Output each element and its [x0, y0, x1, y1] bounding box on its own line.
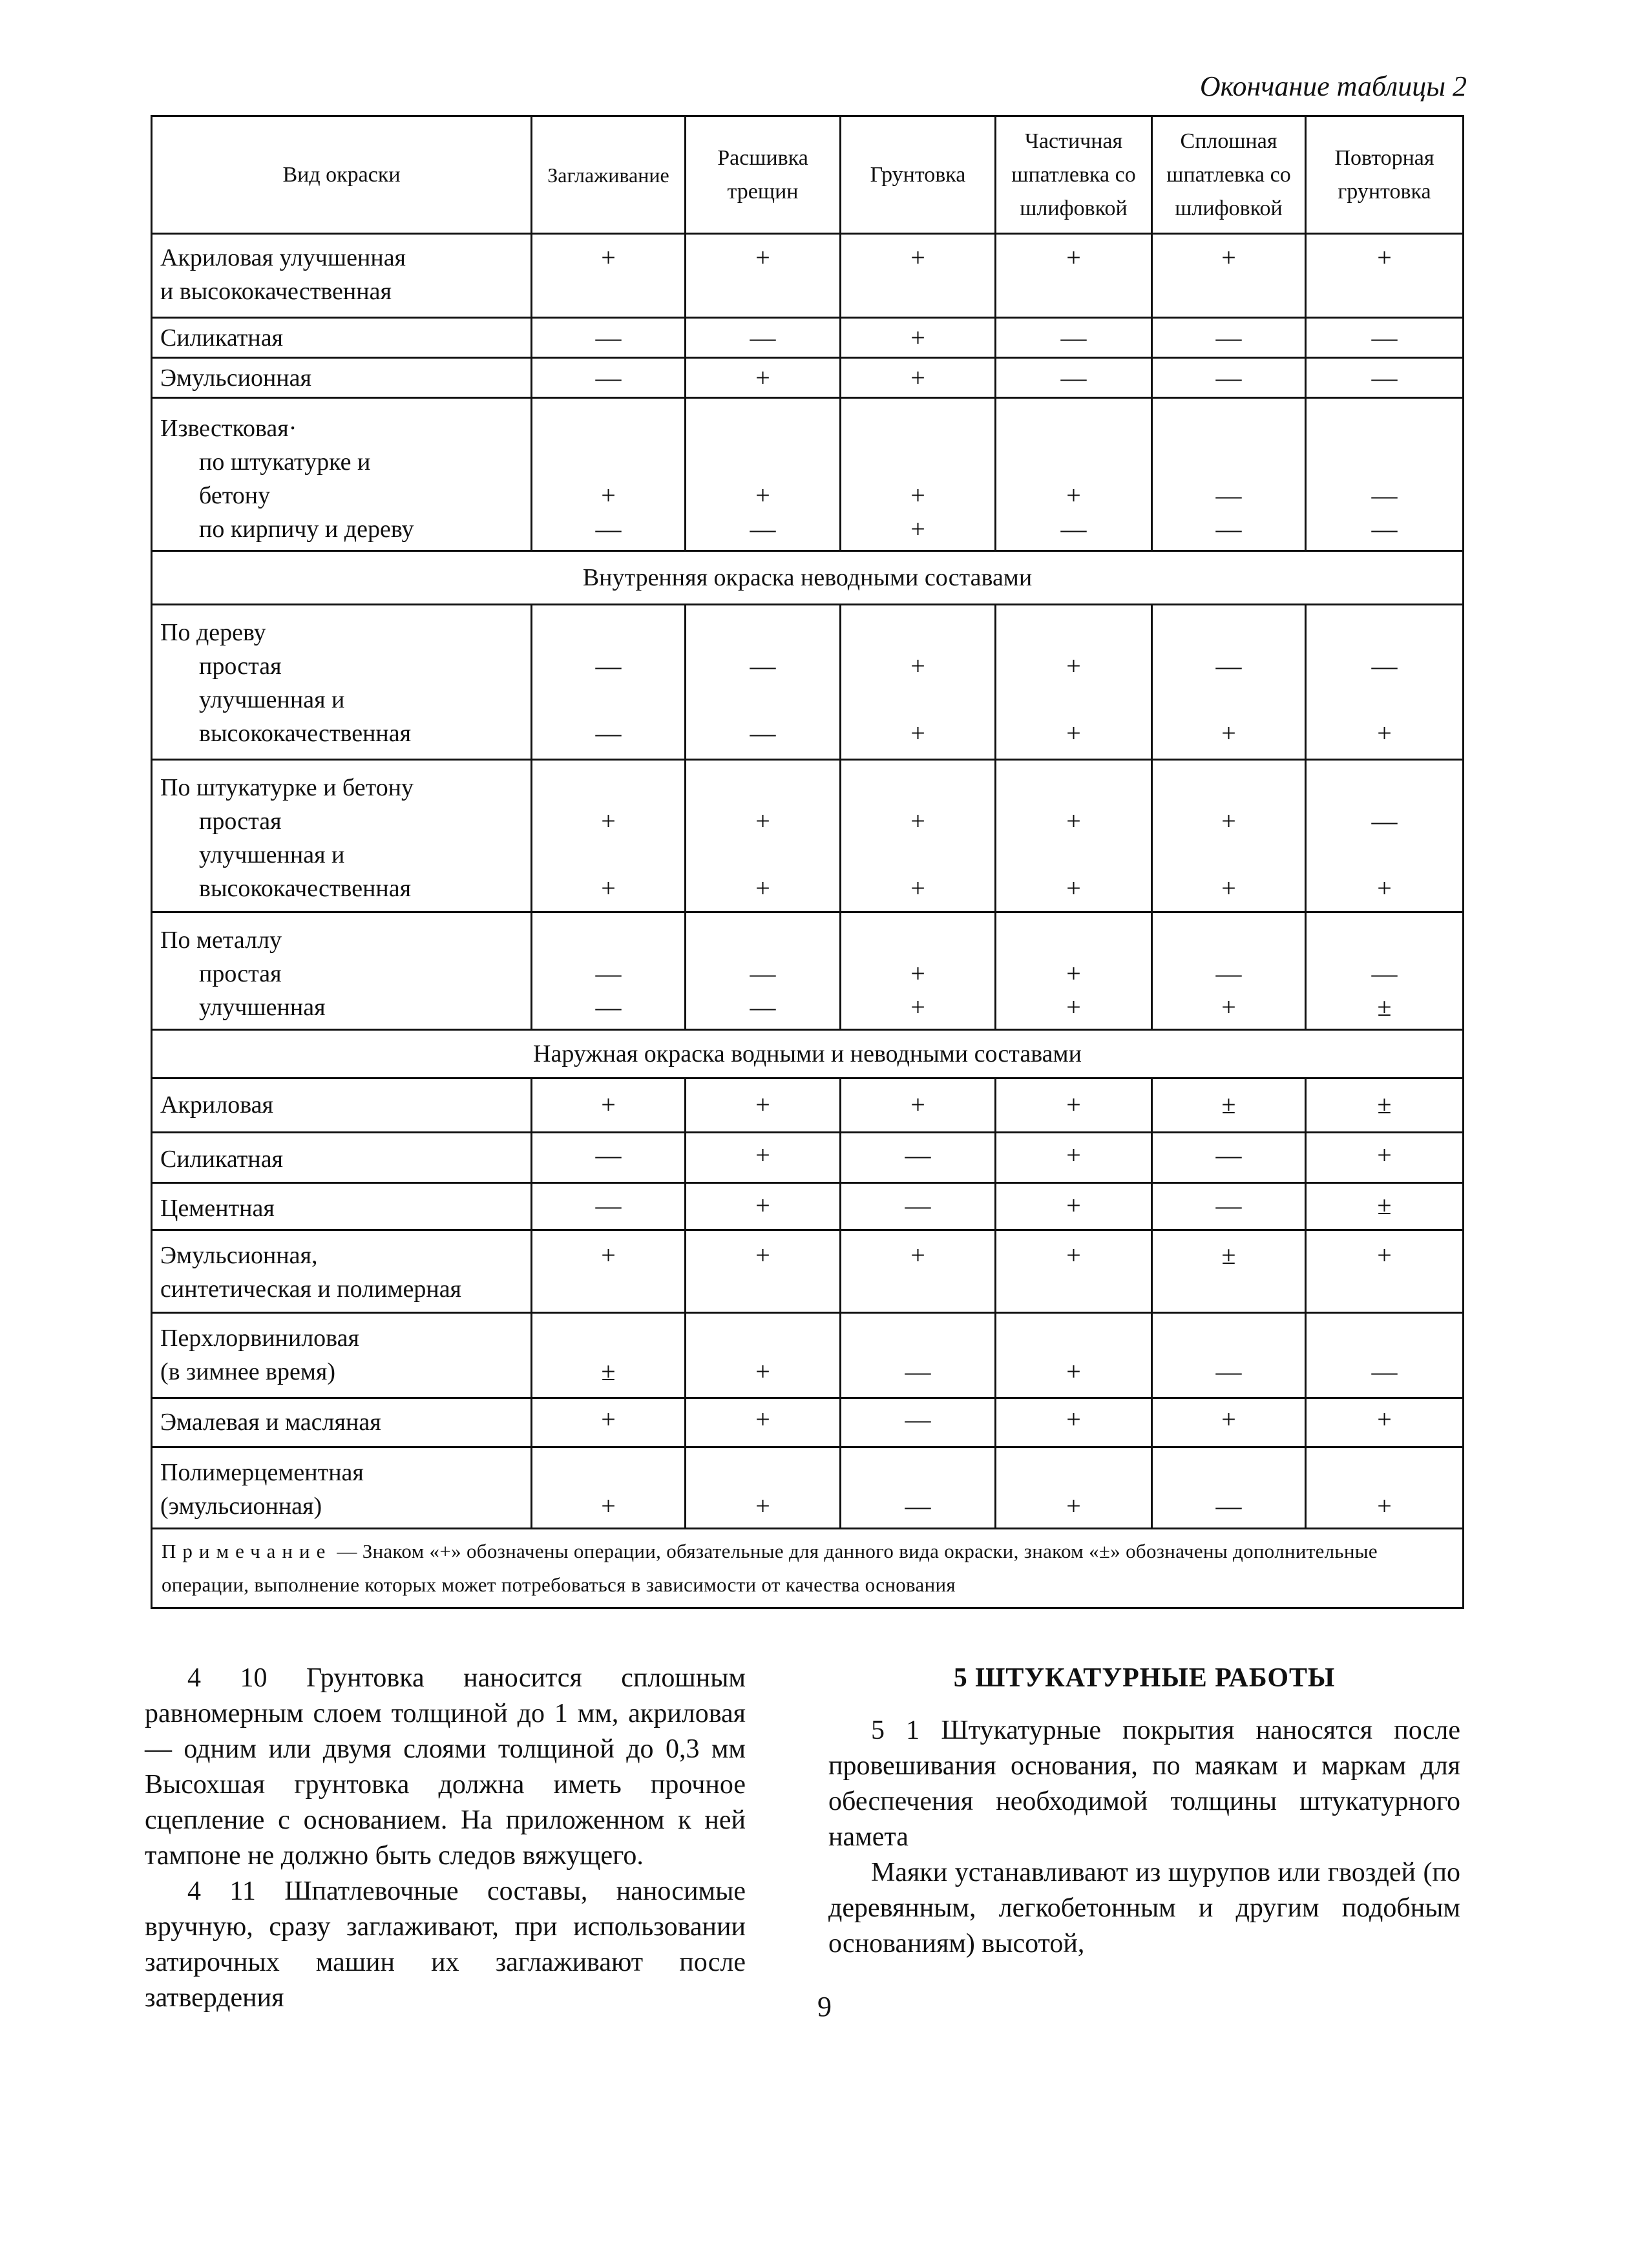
note-row [152, 1529, 1464, 1608]
section-heading: 5 ШТУКАТУРНЫЕ РАБОТЫ [953, 1663, 1336, 1693]
mark-cell: — [841, 1447, 996, 1529]
table-row [152, 605, 1464, 760]
mark-cell: + [686, 1447, 841, 1529]
mark-cell: + + [841, 912, 996, 1030]
mark-cell: ± [1306, 1078, 1464, 1133]
mark-cell: — [532, 1133, 686, 1183]
mark-cell: + [996, 1133, 1152, 1183]
row-name: По штукатурке и бетону простая улучшенная и высококачественная [152, 760, 532, 912]
mark-cell: — [1152, 1133, 1306, 1183]
mark-cell: ± [1152, 1230, 1306, 1313]
mark-cell: + [996, 234, 1152, 318]
right-text-column [828, 1661, 1460, 1962]
paragraph: 4 11 Шпатлевочные составы, наносимые вручную, сразу заглаживают, при использовании затирочных машин их заглаживают после затвердения [145, 1876, 746, 2013]
mark-cell: — [1152, 1313, 1306, 1398]
mark-cell: + [686, 358, 841, 398]
mark-cell: + [532, 1447, 686, 1529]
row-name: Эмульсионная, синтетическая и полимерная [152, 1230, 532, 1313]
mark-cell: + [841, 234, 996, 318]
row-name: Силикатная [152, 1133, 532, 1183]
mark-cell: + [996, 1078, 1152, 1133]
left-text-column [145, 1661, 746, 2016]
mark-cell: + + [686, 760, 841, 912]
mark-cell: + + [996, 760, 1152, 912]
mark-cell: + + [996, 605, 1152, 760]
table-row [152, 318, 1464, 358]
mark-cell: + [686, 1183, 841, 1230]
row-name: Акриловая [152, 1078, 532, 1133]
table-caption: Окончание таблицы 2 [1199, 70, 1467, 102]
mark-cell: — [996, 318, 1152, 358]
mark-cell: + [1152, 1398, 1306, 1447]
mark-cell: — + [1152, 605, 1306, 760]
mark-cell: + — [996, 398, 1152, 551]
header-cell: Расшивка трещин [686, 116, 841, 234]
mark-cell: — [1306, 358, 1464, 398]
paragraph: 5 1 Штукатурные покрытия наносятся после провешивания основания, по маякам и маркам для обеспечения необходимой толщины штукатурного намета [828, 1716, 1460, 1852]
table-row [152, 1183, 1464, 1230]
mark-cell: — — [686, 912, 841, 1030]
table-row [152, 1313, 1464, 1398]
mark-cell: — [841, 1313, 996, 1398]
row-name: Цементная [152, 1183, 532, 1230]
row-name: Эмалевая и масляная [152, 1398, 532, 1447]
mark-cell: — — [532, 912, 686, 1030]
row-name: Известковая· по штукатурке и бетону по кирпичу и дереву [152, 398, 532, 551]
mark-cell: + [532, 1398, 686, 1447]
note-text: — Знаком «+» обозначены операции, обязательные для данного вида окраски, знаком «±» обозначены дополнительные операции, выполнение которых может потребоваться в зависимости от качества основания [162, 1540, 1378, 1596]
section-title: Наружная окраска водными и неводными составами [152, 1030, 1464, 1078]
table-note [152, 1529, 1464, 1608]
mark-cell: + [996, 1398, 1152, 1447]
mark-cell: — [1152, 1447, 1306, 1529]
header-cell: Повторная грунтовка [1306, 116, 1464, 234]
mark-cell: + [996, 1183, 1152, 1230]
header-row [152, 116, 1464, 234]
table-row [152, 912, 1464, 1030]
mark-cell: + [686, 1078, 841, 1133]
mark-cell: + [841, 1078, 996, 1133]
note-label: Примечание [162, 1540, 332, 1562]
header-cell: Грунтовка [841, 116, 996, 234]
row-name: Силикатная [152, 318, 532, 358]
mark-cell: + [1306, 1447, 1464, 1529]
table-row [152, 398, 1464, 551]
section-row [152, 551, 1464, 605]
mark-cell: — — [1152, 398, 1306, 551]
mark-cell: — [532, 358, 686, 398]
mark-cell: — [841, 1183, 996, 1230]
header-cell: Сплошная шпатлевка со шлифовкой [1152, 116, 1306, 234]
mark-cell: + [996, 1447, 1152, 1529]
mark-cell: — [1306, 1313, 1464, 1398]
paragraph: Маяки устанавливают из шурупов или гвоздей (по деревянным, легкобетонным и другим подобным основаниям) высотой, [828, 1858, 1460, 1958]
section-title: Внутренняя окраска неводными составами [152, 551, 1464, 605]
mark-cell: + [841, 318, 996, 358]
mark-cell: + [996, 1230, 1152, 1313]
mark-cell: + + [841, 605, 996, 760]
mark-cell: + [686, 1133, 841, 1183]
table-row [152, 234, 1464, 318]
table-row [152, 1230, 1464, 1313]
mark-cell: — [686, 318, 841, 358]
row-name: Акриловая улучшенная и высококачественная [152, 234, 532, 318]
mark-cell: — — [686, 605, 841, 760]
mark-cell: + [996, 1313, 1152, 1398]
mark-cell: + [532, 1230, 686, 1313]
mark-cell: ± [1152, 1078, 1306, 1133]
row-name: Полимерцементная (эмульсионная) [152, 1447, 532, 1529]
row-name: По дереву простая улучшенная и высококачественная [152, 605, 532, 760]
mark-cell: + [1306, 234, 1464, 318]
mark-cell: — [532, 1183, 686, 1230]
row-name: По металлу простая улучшенная [152, 912, 532, 1030]
mark-cell: — [841, 1398, 996, 1447]
mark-cell: — + [1306, 760, 1464, 912]
mark-cell: + [686, 234, 841, 318]
mark-cell: — [1152, 318, 1306, 358]
mark-cell: + [841, 1230, 996, 1313]
mark-cell: ± [1306, 1183, 1464, 1230]
mark-cell: — [1306, 318, 1464, 358]
paragraph: 4 10 Грунтовка наносится сплошным равномерным слоем толщиной до 1 мм, акриловая — одним или двумя слоями толщиной до 0,3 мм Высохшая грунтовка должна иметь прочное сцепление с основанием. На приложенном к ней тампоне не должно быть следов вяжущего. [145, 1663, 746, 1871]
mark-cell: — [1152, 358, 1306, 398]
table-row [152, 1398, 1464, 1447]
mark-cell: — ± [1306, 912, 1464, 1030]
mark-cell: — + [1306, 605, 1464, 760]
mark-cell: + [686, 1398, 841, 1447]
mark-cell: + + [841, 398, 996, 551]
table-row [152, 1447, 1464, 1529]
mark-cell: + [532, 1078, 686, 1133]
table-row [152, 1133, 1464, 1183]
paint-operations-table [151, 115, 1464, 1609]
mark-cell: — + [1152, 912, 1306, 1030]
header-cell: Заглаживание [532, 116, 686, 234]
mark-cell: — [1152, 1183, 1306, 1230]
row-name: Перхлорвиниловая (в зимнее время) [152, 1313, 532, 1398]
header-cell: Частичная шпатлевка со шлифовкой [996, 116, 1152, 234]
mark-cell: + [1152, 234, 1306, 318]
mark-cell: ± [532, 1313, 686, 1398]
header-cell: Вид окраски [152, 116, 532, 234]
mark-cell: + + [996, 912, 1152, 1030]
mark-cell: — [532, 318, 686, 358]
mark-cell: + [841, 358, 996, 398]
mark-cell: — [996, 358, 1152, 398]
table-row [152, 358, 1464, 398]
mark-cell: + + [532, 760, 686, 912]
section-row [152, 1030, 1464, 1078]
mark-cell: + + [841, 760, 996, 912]
row-name: Эмульсионная [152, 358, 532, 398]
mark-cell: + [532, 234, 686, 318]
mark-cell: + — [532, 398, 686, 551]
mark-cell: — [841, 1133, 996, 1183]
mark-cell: + — [686, 398, 841, 551]
mark-cell: + + [1152, 760, 1306, 912]
mark-cell: — — [1306, 398, 1464, 551]
mark-cell: + [1306, 1230, 1464, 1313]
mark-cell: + [686, 1313, 841, 1398]
page-number: 9 [817, 1991, 832, 2022]
table-row [152, 1078, 1464, 1133]
mark-cell: + [1306, 1398, 1464, 1447]
mark-cell: + [1306, 1133, 1464, 1183]
mark-cell: + [686, 1230, 841, 1313]
mark-cell: — — [532, 605, 686, 760]
table-row [152, 760, 1464, 912]
